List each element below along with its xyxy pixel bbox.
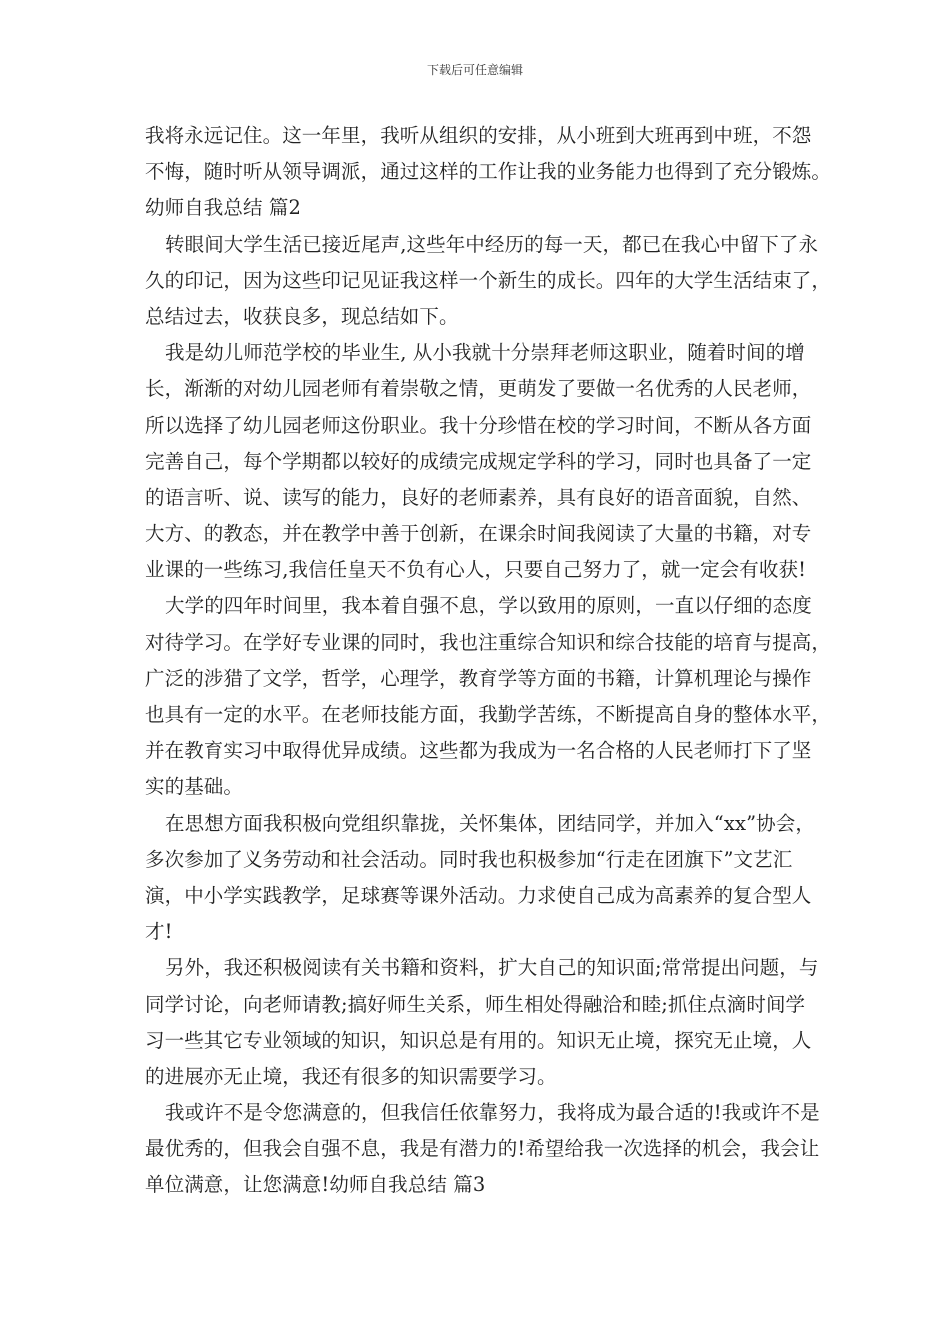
text-line: 长，渐渐的对幼儿园老师有着崇敬之情，更萌发了要做一名优秀的人民老师， — [145, 377, 812, 401]
document-body — [145, 118, 832, 1204]
text-line: 最优秀的，但我会自强不息，我是有潜力的!希望给我一次选择的机会，我会让 — [145, 1137, 820, 1161]
text-line: 我将永远记住。这一年里，我听从组织的安排，从小班到大班再到中班，不怨 — [145, 124, 812, 147]
text-line: 并在教育实习中取得优异成绩。这些都为我成为一名合格的人民老师打下了坚 — [145, 739, 812, 763]
text-line: 习一些其它专业领域的知识，知识总是有用的。知识无止境，探究无止境，人 — [145, 1028, 812, 1052]
text-line: 演，中小学实践教学，足球赛等课外活动。力求使自己成为高素养的复合型人 — [145, 883, 812, 907]
text-line: 转眼间大学生活已接近尾声,这些年中经历的每一天，都已在我心中留下了永 — [165, 232, 819, 256]
page-header: 下载后可任意编辑 — [426, 63, 523, 77]
text-line: 另外，我还积极阅读有关书籍和资料，扩大自己的知识面;常常提出问题，与 — [165, 956, 819, 980]
text-line: 所以选择了幼儿园老师这份职业。我十分珍惜在校的学习时间，不断从各方面 — [145, 413, 812, 437]
text-line: 不悔，随时听从领导调派，通过这样的工作让我的业务能力也得到了充分锻炼。 — [145, 160, 832, 184]
text-line: 久的印记，因为这些印记见证我这样一个新生的成长。四年的大学生活结束了， — [145, 268, 832, 292]
text-line: 的语言听、说、读写的能力，良好的老师素养，具有良好的语音面貌，自然、 — [145, 485, 812, 509]
text-line: 广泛的涉猎了文学，哲学，心理学，教育学等方面的书籍，计算机理论与操作 — [145, 666, 812, 690]
text-line: 在思想方面我积极向党组织靠拢，关怀集体，团结同学，并加入“xx”协会， — [165, 811, 815, 835]
text-line: 的进展亦无止境，我还有很多的知识需要学习。 — [145, 1064, 557, 1088]
text-line: 业课的一些练习,我信任皇天不负有心人，只要自己努力了，就一定会有收获! — [145, 558, 807, 582]
text-line: 也具有一定的水平。在老师技能方面，我勤学苦练，不断提高自身的整体水平， — [145, 703, 832, 726]
text-line: 大方、的教态，并在教学中善于创新，在课余时间我阅读了大量的书籍，对专 — [145, 522, 812, 546]
text-line: 完善自己，每个学期都以较好的成绩完成规定学科的学习，同时也具备了一定 — [145, 449, 812, 473]
text-line: 同学讨论，向老师请教;搞好师生关系，师生相处得融洽和睦;抓住点滴时间学 — [145, 992, 806, 1016]
text-line: 我是幼儿师范学校的毕业生, 从小我就十分崇拜老师这职业，随着时间的增 — [165, 341, 805, 365]
text-line: 多次参加了义务劳动和社会活动。同时我也积极参加“行走在团旗下”文艺汇 — [145, 847, 793, 871]
text-line: 总结过去，收获良多，现总结如下。 — [145, 304, 459, 328]
text-line: 单位满意，让您满意!幼师自我总结 篇3 — [145, 1173, 486, 1197]
text-line: 幼师自我总结 篇2 — [145, 196, 302, 220]
text-line: 我或许不是令您满意的，但我信任依靠努力，我将成为最合适的!我或许不是 — [165, 1101, 820, 1125]
text-line: 对待学习。在学好专业课的同时，我也注重综合知识和综合技能的培育与提高， — [145, 630, 832, 654]
text-line: 实的基础。 — [145, 775, 244, 799]
text-line: 才! — [145, 920, 173, 944]
text-line: 大学的四年时间里，我本着自强不息，学以致用的原则，一直以仔细的态度 — [165, 594, 812, 618]
